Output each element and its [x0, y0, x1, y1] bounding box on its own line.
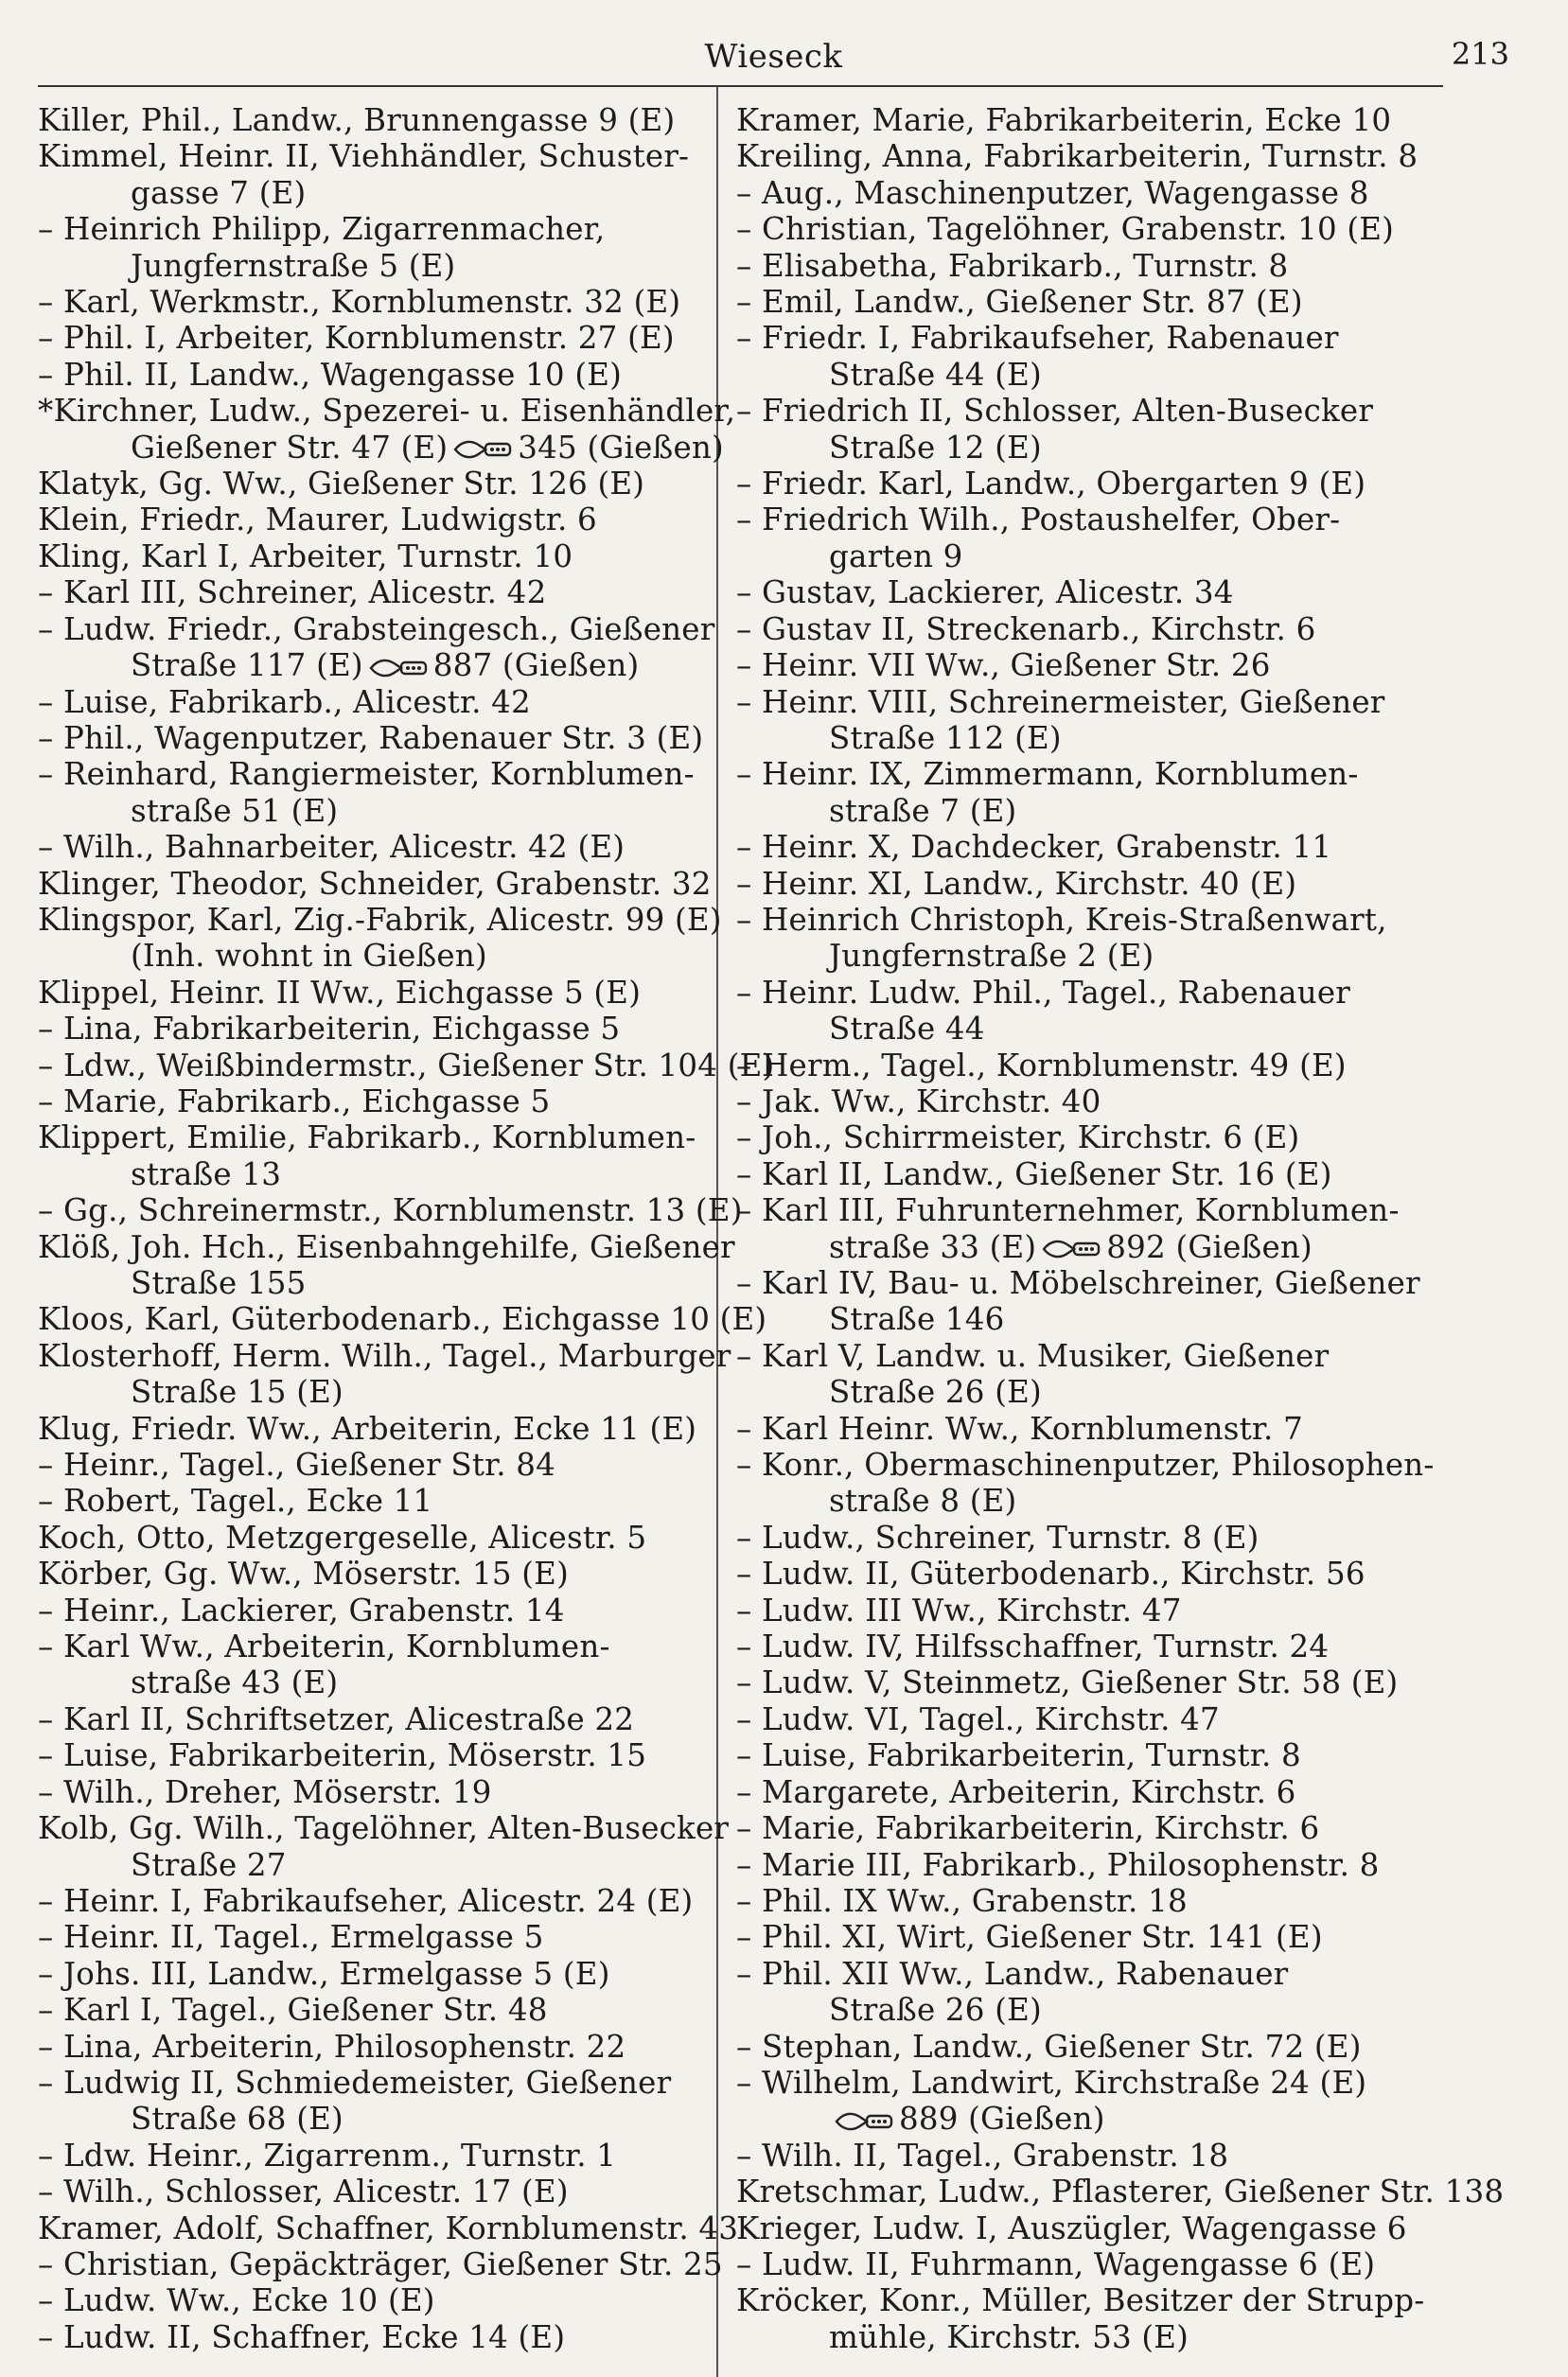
directory-entry — [38, 1847, 700, 1883]
directory-entry — [736, 284, 1438, 320]
entry-text: straße 43 (E) — [131, 1664, 339, 1701]
telephone-icon — [829, 2101, 899, 2137]
entry-text: – Wilh., Bahnarbeiter, Alicestr. 42 (E) — [38, 829, 625, 866]
entry-text: – Heinr. X, Dachdecker, Grabenstr. 11 — [736, 829, 1332, 866]
directory-entry — [38, 2138, 700, 2174]
entry-text: – Friedr. Karl, Landw., Obergarten 9 (E) — [736, 466, 1366, 502]
entry-text: – Konr., Obermaschinenputzer, Philosophen- — [736, 1447, 1435, 1484]
entry-text: – Karl III, Fuhrunternehmer, Kornblumen- — [736, 1192, 1400, 1229]
directory-entry — [736, 1119, 1438, 1155]
entry-text: – Karl, Werkmstr., Kornblumenstr. 32 (E) — [38, 284, 681, 321]
entry-text: – Aug., Maschinenputzer, Wagengasse 8 — [736, 174, 1369, 211]
directory-entry — [736, 538, 1438, 574]
directory-entry — [38, 1593, 700, 1629]
telephone-icon — [1036, 1229, 1106, 1265]
directory-entry — [38, 393, 736, 430]
directory-entry — [736, 1483, 1438, 1519]
directory-entry — [736, 393, 1438, 429]
directory-entry — [736, 1774, 1438, 1810]
entry-text: Klinger, Theodor, Schneider, Grabenstr. 32 — [38, 865, 712, 902]
entry-text: – Ludw. Ww., Ecke 10 (E) — [38, 2282, 435, 2319]
entry-text: – Jak. Ww., Kirchstr. 40 — [736, 1083, 1101, 1119]
entry-text: – Lina, Fabrikarbeiterin, Eichgasse 5 — [38, 1011, 621, 1048]
directory-entry — [38, 1883, 700, 1919]
entry-text: – Heinrich Christoph, Kreis-Straßenwart, — [736, 901, 1387, 938]
directory-entry — [38, 865, 712, 902]
directory-entry — [736, 1192, 1438, 1228]
entry-text: Straße 44 (E) — [829, 356, 1042, 393]
directory-entry — [38, 1301, 767, 1338]
entry-text: – Marie III, Fabrikarb., Philosophenstr. 8 — [736, 1846, 1380, 1883]
entry-text: – Friedrich Wilh., Postaushelfer, Ober- — [736, 502, 1341, 538]
entry-text: Klug, Friedr. Ww., Arbeiterin, Ecke 11 (E) — [38, 1410, 697, 1447]
directory-entry — [38, 647, 700, 683]
entry-text: Klippel, Heinr. II Ww., Eichgasse 5 (E) — [38, 974, 642, 1011]
directory-entry — [736, 1229, 1438, 1265]
entry-text: – Ludw. II, Fuhrmann, Wagengasse 6 (E) — [736, 2245, 1376, 2282]
entry-text: – Phil. II, Landw., Wagengasse 10 (E) — [38, 356, 623, 393]
entry-text: – Lina, Arbeiterin, Philosophenstr. 22 — [38, 2028, 626, 2065]
entry-text: Kling, Karl I, Arbeiter, Turnstr. 10 — [38, 537, 573, 574]
directory-entry — [736, 1048, 1438, 1083]
entry-text: – Ludw. III Ww., Kirchstr. 47 — [736, 1592, 1182, 1629]
directory-entry — [736, 102, 1438, 138]
entry-text: – Margarete, Arbeiterin, Kirchstr. 6 — [736, 1773, 1296, 1810]
directory-entry — [736, 1447, 1438, 1483]
directory-entry — [38, 938, 700, 974]
directory-entry — [38, 138, 700, 174]
directory-entry — [38, 1228, 735, 1265]
entry-text: Kreiling, Anna, Fabrikarbeiterin, Turnstr. 8 — [736, 138, 1418, 175]
entry-text: – Reinhard, Rangiermeister, Kornblumen- — [38, 756, 695, 793]
entry-text: – Wilh. II, Tagel., Grabenstr. 18 — [736, 2137, 1229, 2174]
directory-entry — [736, 684, 1438, 720]
entry-text: – Ludw. IV, Hilfsschaffner, Turnstr. 24 — [736, 1629, 1330, 1665]
directory-entry — [38, 211, 700, 247]
directory-entry — [38, 320, 700, 356]
directory-entry — [736, 1701, 1438, 1737]
entry-text: – Luise, Fabrikarbeiterin, Möserstr. 15 — [38, 1737, 647, 1774]
directory-entry — [736, 647, 1438, 683]
directory-entry — [38, 1411, 700, 1447]
entry-text: – Joh., Schirrmeister, Kirchstr. 6 (E) — [736, 1119, 1300, 1156]
entry-text: – Gustav II, Streckenarb., Kirchstr. 6 — [736, 610, 1316, 647]
entry-text: (Inh. wohnt in Gießen) — [131, 938, 487, 975]
entry-text: – Heinr., Lackierer, Grabenstr. 14 — [38, 1592, 565, 1629]
directory-entry — [38, 901, 722, 938]
entry-text: – Wilh., Dreher, Möserstr. 19 — [38, 1773, 492, 1810]
directory-entry — [736, 574, 1438, 610]
entry-text: Körber, Gg. Ww., Möserstr. 15 (E) — [38, 1556, 569, 1593]
page-header — [38, 34, 1509, 87]
entry-text: Kröcker, Konr., Müller, Besitzer der Strupp- — [736, 2282, 1425, 2319]
directory-entry — [38, 102, 700, 138]
entry-text: straße 33 (E) — [829, 1228, 1037, 1265]
directory-entry — [38, 1774, 700, 1810]
entry-text: Kimmel, Heinr. II, Viehhändler, Schuster- — [38, 138, 690, 175]
directory-entry — [736, 1956, 1438, 1992]
directory-entry — [38, 2029, 700, 2065]
entry-text: – Karl Heinr. Ww., Kornblumenstr. 7 — [736, 1410, 1303, 1447]
entry-text: Straße 12 (E) — [829, 429, 1042, 466]
directory-entry — [736, 138, 1438, 174]
directory-entry — [736, 2319, 1438, 2355]
entry-text: – Heinr. VIII, Schreinermeister, Gießener — [736, 683, 1385, 720]
directory-entry — [38, 1737, 700, 1773]
directory-entry — [736, 1664, 1438, 1700]
right-column — [736, 102, 1505, 2355]
entry-text: – Karl II, Landw., Gießener Str. 16 (E) — [736, 1155, 1332, 1192]
entry-text: Kretschmar, Ludw., Pflasterer, Gießener Str. 138 — [736, 2174, 1505, 2210]
directory-entry — [38, 793, 700, 829]
directory-entry — [736, 2101, 1438, 2137]
entry-text: – Heinr. I, Fabrikaufseher, Alicestr. 24 (E) — [38, 1882, 694, 1919]
entry-text: – Karl III, Schreiner, Alicestr. 42 — [38, 574, 547, 611]
directory-entry — [38, 719, 704, 756]
entry-text: – Ludw. II, Schaffner, Ecke 14 (E) — [38, 2318, 566, 2355]
entry-text: gasse 7 (E) — [131, 174, 307, 211]
directory-entry — [38, 610, 715, 647]
directory-entry — [736, 1810, 1438, 1846]
telephone-number: 345 (Gießen) — [518, 429, 724, 466]
directory-entry — [736, 1338, 1438, 1374]
directory-entry — [736, 1629, 1438, 1664]
entry-text: – Friedrich II, Schlosser, Alten-Busecker — [736, 393, 1374, 430]
entry-text: – Herm., Tagel., Kornblumenstr. 49 (E) — [736, 1047, 1347, 1083]
entry-text: Klippert, Emilie, Fabrikarb., Kornblumen- — [38, 1119, 696, 1156]
directory-entry — [736, 502, 1438, 537]
directory-entry — [38, 1919, 700, 1955]
entry-text: Jungfernstraße 5 (E) — [131, 247, 456, 284]
entry-text: Straße 155 — [131, 1265, 307, 1301]
entry-text: Klatyk, Gg. Ww., Gießener Str. 126 (E) — [38, 466, 645, 502]
telephone-icon — [448, 430, 518, 466]
entry-text: – Ludw. II, Güterbodenarb., Kirchstr. 56 — [736, 1556, 1365, 1593]
directory-entry — [38, 466, 700, 502]
directory-entry — [38, 1047, 775, 1083]
directory-entry — [736, 938, 1438, 974]
telephone-number: 889 (Gießen) — [899, 2101, 1105, 2138]
directory-entry — [736, 1411, 1438, 1447]
left-column — [38, 102, 775, 2355]
entry-text: Kramer, Marie, Fabrikarbeiterin, Ecke 10 — [736, 102, 1392, 138]
directory-entry — [736, 430, 1438, 466]
entry-text: – Heinr. II, Tagel., Ermelgasse 5 — [38, 1919, 544, 1956]
entry-text: Kloos, Karl, Güterbodenarb., Eichgasse 10 (E) — [38, 1301, 767, 1338]
directory-entry — [38, 2101, 700, 2137]
page-title: Wieseck — [704, 38, 843, 76]
entry-text: – Heinr. VII Ww., Gießener Str. 26 — [736, 647, 1271, 684]
entry-text: – Friedr. I, Fabrikaufseher, Rabenauer — [736, 320, 1339, 357]
directory-entry — [736, 1919, 1438, 1955]
entry-text: garten 9 — [829, 537, 963, 574]
entry-text: Klingspor, Karl, Zig.-Fabrik, Alicestr. 99 (E) — [38, 901, 722, 938]
directory-entry — [38, 1992, 700, 2028]
directory-entry — [38, 2319, 700, 2355]
directory-entry — [736, 466, 1438, 502]
directory-entry — [736, 1992, 1438, 2028]
directory-entry — [736, 320, 1438, 356]
directory-entry — [38, 1265, 700, 1301]
directory-entry — [736, 1556, 1438, 1592]
directory-entry — [38, 175, 700, 211]
entry-text: – Ludwig II, Schmiedemeister, Gießener — [38, 2064, 672, 2101]
directory-entry — [38, 1156, 700, 1192]
directory-entry — [736, 2065, 1438, 2101]
directory-entry — [736, 756, 1438, 792]
directory-entry — [736, 1374, 1438, 1410]
directory-entry — [736, 248, 1438, 284]
directory-entry — [736, 1011, 1438, 1047]
entry-text: Straße 68 (E) — [131, 2101, 344, 2138]
entry-text: – Luise, Fabrikarbeiterin, Turnstr. 8 — [736, 1737, 1301, 1774]
entry-text: Kolb, Gg. Wilh., Tagelöhner, Alten-Busecker — [38, 1810, 730, 1847]
directory-entry — [38, 2282, 700, 2318]
telephone-number: 892 (Gießen) — [1106, 1228, 1313, 1265]
entry-text: – Ludw. Friedr., Grabsteingesch., Gießener — [38, 610, 715, 647]
entry-text: – Phil., Wagenputzer, Rabenauer Str. 3 (E) — [38, 719, 704, 756]
directory-entry — [736, 2138, 1438, 2174]
directory-entry — [38, 1119, 700, 1155]
entry-text: – Heinrich Philipp, Zigarrenmacher, — [38, 211, 606, 248]
header-rule — [38, 85, 1443, 87]
directory-entry — [736, 2029, 1438, 2065]
directory-entry — [38, 1447, 700, 1483]
entry-text: Straße 26 (E) — [829, 1374, 1042, 1411]
entry-text: straße 8 (E) — [829, 1483, 1017, 1520]
directory-entry — [736, 611, 1438, 647]
entry-text: – Karl II, Schriftsetzer, Alicestraße 22 — [38, 1700, 635, 1737]
entry-text: – Karl IV, Bau- u. Möbelschreiner, Gießener — [736, 1265, 1420, 1301]
entry-text: Straße 117 (E) — [131, 647, 363, 684]
directory-entry — [736, 1520, 1438, 1556]
directory-entry — [38, 1956, 700, 1992]
entry-text: Koch, Otto, Metzgergeselle, Alicestr. 5 — [38, 1519, 647, 1556]
directory-entry — [736, 866, 1438, 902]
entry-text: – Marie, Fabrikarbeiterin, Kirchstr. 6 — [736, 1810, 1320, 1847]
directory-entry — [38, 2245, 723, 2282]
directory-entry — [38, 756, 700, 792]
directory-entry — [736, 1593, 1438, 1629]
directory-entry — [38, 429, 724, 466]
entry-text: Krieger, Ludw. I, Auszügler, Wagengasse 6 — [736, 2210, 1407, 2246]
entry-text: – Stephan, Landw., Gießener Str. 72 (E) — [736, 2028, 1362, 2065]
entry-text: Straße 112 (E) — [829, 719, 1062, 756]
entry-text: Kramer, Adolf, Schaffner, Kornblumenstr. 43 — [38, 2210, 739, 2246]
directory-entry — [736, 1083, 1438, 1119]
entry-text: – Wilhelm, Landwirt, Kirchstraße 24 (E) — [736, 2064, 1367, 2101]
entry-text: straße 13 — [131, 1155, 282, 1192]
directory-entry — [38, 502, 700, 537]
directory-entry — [38, 574, 700, 610]
entry-text: Straße 15 (E) — [131, 1374, 344, 1411]
entry-text: – Ludw. VI, Tagel., Kirchstr. 47 — [736, 1700, 1220, 1737]
entry-text: – Heinr. IX, Zimmermann, Kornblumen- — [736, 756, 1359, 793]
entry-text: – Karl I, Tagel., Gießener Str. 48 — [38, 1992, 548, 2029]
directory-entry — [736, 2282, 1438, 2318]
directory-entry — [38, 1374, 700, 1410]
entry-text: – Ludw. V, Steinmetz, Gießener Str. 58 (E) — [736, 1664, 1399, 1701]
directory-entry — [38, 1629, 700, 1664]
entry-text: – Heinr. Ludw. Phil., Tagel., Rabenauer — [736, 974, 1351, 1011]
directory-entry — [736, 1156, 1438, 1192]
directory-entry — [736, 720, 1438, 756]
directory-entry — [736, 2174, 1505, 2210]
entry-text: – Robert, Tagel., Ecke 11 — [38, 1483, 433, 1520]
entry-text: – Wilh., Schlosser, Alicestr. 17 (E) — [38, 2174, 569, 2210]
entry-text: straße 51 (E) — [131, 792, 339, 829]
page-number: 213 — [1451, 36, 1509, 72]
directory-entry — [38, 1011, 700, 1047]
entry-text: – Phil. XII Ww., Landw., Rabenauer — [736, 1955, 1289, 1992]
entry-text: – Christian, Tagelöhner, Grabenstr. 10 (E) — [736, 211, 1395, 248]
entry-text: Klein, Friedr., Maurer, Ludwigstr. 6 — [38, 502, 597, 538]
directory-entry — [38, 1337, 731, 1374]
entry-text: mühle, Kirchstr. 53 (E) — [829, 2318, 1189, 2355]
entry-text: – Gg., Schreinermstr., Kornblumenstr. 13 (E) — [38, 1192, 743, 1229]
directory-entry — [38, 1192, 743, 1229]
directory-entry — [736, 1883, 1438, 1919]
directory-entry — [736, 1737, 1438, 1773]
entry-text: Gießener Str. 47 (E) — [131, 429, 449, 466]
entry-text: – Luise, Fabrikarb., Alicestr. 42 — [38, 683, 531, 720]
entry-text: – Ldw. Heinr., Zigarrenm., Turnstr. 1 — [38, 2137, 617, 2174]
directory-entry — [736, 175, 1438, 211]
directory-entry — [38, 829, 700, 865]
directory-entry — [38, 975, 700, 1011]
entry-text: Klosterhoff, Herm. Wilh., Tagel., Marburger — [38, 1337, 731, 1374]
entry-text: – Emil, Landw., Gießener Str. 87 (E) — [736, 284, 1303, 321]
entry-text: – Gustav, Lackierer, Alicestr. 34 — [736, 574, 1234, 611]
entry-text: Straße 26 (E) — [829, 1992, 1042, 2029]
directory-entry — [38, 538, 700, 574]
directory-entry — [38, 284, 700, 320]
directory-entry — [736, 793, 1438, 829]
directory-entry — [736, 975, 1438, 1011]
entry-text: – Heinr., Tagel., Gießener Str. 84 — [38, 1447, 556, 1484]
entry-text: – Karl V, Landw. u. Musiker, Gießener — [736, 1337, 1330, 1374]
directory-entry — [38, 1483, 700, 1519]
entry-text: Klöß, Joh. Hch., Eisenbahngehilfe, Gießener — [38, 1228, 735, 1265]
directory-entry — [38, 1520, 700, 1556]
directory-entry — [736, 2210, 1438, 2246]
entry-text: – Christian, Gepäckträger, Gießener Str. 25 — [38, 2245, 723, 2282]
directory-entry — [736, 829, 1438, 865]
directory-entry — [38, 2210, 739, 2246]
directory-entry — [736, 1265, 1438, 1301]
entry-text: – Karl Ww., Arbeiterin, Kornblumen- — [38, 1629, 610, 1665]
directory-entry — [38, 1701, 700, 1737]
entry-text: straße 7 (E) — [829, 792, 1017, 829]
directory-entry — [38, 248, 700, 284]
entry-text: – Heinr. XI, Landw., Kirchstr. 40 (E) — [736, 865, 1297, 902]
entry-text: – Ludw., Schreiner, Turnstr. 8 (E) — [736, 1519, 1260, 1556]
entry-text: – Phil. I, Arbeiter, Kornblumenstr. 27 (E) — [38, 320, 675, 357]
directory-entry — [736, 357, 1438, 393]
entry-text: *Kirchner, Ludw., Spezerei- u. Eisenhändler, — [38, 393, 736, 430]
entry-text: – Marie, Fabrikarb., Eichgasse 5 — [38, 1083, 551, 1119]
entry-text: – Phil. XI, Wirt, Gießener Str. 141 (E) — [736, 1919, 1323, 1956]
entry-text: Jungfernstraße 2 (E) — [829, 938, 1154, 975]
directory-entry — [38, 1556, 700, 1592]
directory-entry — [38, 2065, 700, 2101]
directory-entry — [38, 2174, 700, 2210]
directory-entry — [736, 1847, 1438, 1883]
directory-entry — [38, 1083, 700, 1119]
directory-entry — [38, 1810, 730, 1847]
entry-text: – Phil. IX Ww., Grabenstr. 18 — [736, 1882, 1188, 1919]
entry-text: Straße 44 — [829, 1011, 985, 1048]
directory-entry — [38, 684, 700, 720]
directory-entry — [736, 902, 1438, 938]
directory-entry — [38, 1664, 700, 1700]
entry-text: Straße 27 — [131, 1846, 287, 1883]
directory-entry — [736, 1301, 1438, 1337]
entry-text: – Johs. III, Landw., Ermelgasse 5 (E) — [38, 1955, 610, 1992]
directory-entry — [736, 211, 1438, 247]
directory-entry — [736, 2246, 1438, 2282]
telephone-icon — [363, 647, 433, 683]
entry-text: Killer, Phil., Landw., Brunnengasse 9 (E) — [38, 102, 676, 138]
entry-text: Straße 146 — [829, 1301, 1005, 1338]
entry-text: – Elisabetha, Fabrikarb., Turnstr. 8 — [736, 247, 1289, 284]
entry-text: – Ldw., Weißbindermstr., Gießener Str. 104 (E) — [38, 1047, 775, 1083]
directory-entry — [38, 357, 700, 393]
telephone-number: 887 (Gießen) — [432, 647, 640, 684]
